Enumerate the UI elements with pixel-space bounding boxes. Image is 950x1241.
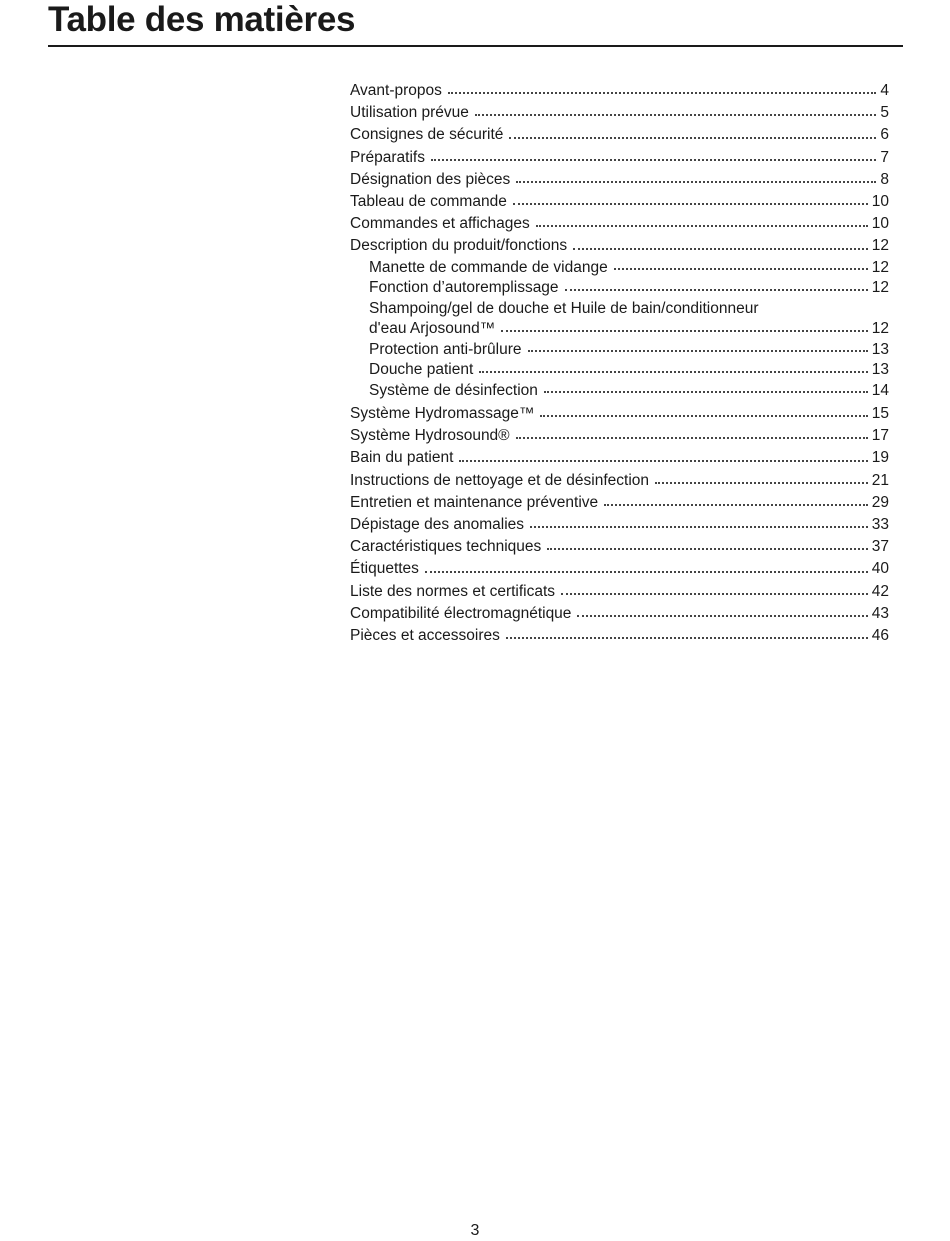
toc-entry-label: Liste des normes et certificats	[350, 582, 556, 600]
dot-leader	[506, 637, 868, 639]
toc-entry-designation-pieces[interactable]	[350, 169, 889, 191]
toc-entry-label: Système Hydromassage™	[350, 405, 535, 422]
dot-leader	[501, 330, 868, 332]
toc-entry-label: Commandes et affichages	[350, 215, 530, 233]
dot-leader	[577, 615, 867, 617]
page-number: 3	[470, 1222, 480, 1239]
toc-entry-label-continued: d'eau Arjosound™	[369, 320, 496, 337]
dot-leader	[459, 460, 867, 462]
toc-entry-page: 40	[871, 560, 889, 578]
dot-leader	[475, 114, 876, 116]
toc-entry-page: 4	[880, 82, 889, 99]
toc-entry-page: 12	[871, 279, 889, 296]
toc-entry-nettoyage-desinfection[interactable]	[350, 470, 889, 492]
toc-entry-compatibilite-electromagnetique[interactable]	[350, 603, 889, 625]
toc-entry-depistage-anomalies[interactable]	[350, 514, 889, 536]
toc-entry-label: Tableau de commande	[350, 192, 507, 210]
title-divider	[48, 45, 903, 47]
toc-entry-page: 43	[871, 604, 889, 622]
toc-entry-page: 17	[871, 427, 889, 445]
toc-entry-page: 15	[871, 405, 889, 422]
dot-leader	[544, 391, 868, 393]
page-title: Table des matières	[48, 0, 356, 39]
dot-leader	[565, 289, 868, 291]
toc-entry-label: Fonction d’autoremplissage	[369, 279, 559, 296]
toc-entry-page: 8	[880, 170, 889, 188]
toc-subentry-anti-brulure[interactable]	[350, 340, 889, 361]
toc-subentry-manette-vidange[interactable]	[350, 258, 889, 279]
toc-entry-label: Bain du patient	[350, 449, 454, 467]
toc-entry-label: Préparatifs	[350, 148, 425, 166]
toc-entry-etiquettes[interactable]	[350, 558, 889, 580]
toc-entry-page: 14	[871, 381, 889, 399]
toc-entry-label: Manette de commande de vidange	[369, 258, 608, 276]
toc-entry-label: Système Hydrosound®	[350, 427, 510, 445]
toc-entry-label: Description du produit/fonctions	[350, 237, 568, 255]
toc-subentry-shampoing-arjosound[interactable]	[350, 299, 889, 340]
toc-entry-page: 6	[880, 126, 889, 144]
toc-entry-page: 12	[871, 258, 889, 276]
table-of-contents	[350, 80, 889, 647]
dot-leader	[425, 571, 868, 573]
dot-leader	[516, 437, 868, 439]
toc-entry-label: Instructions de nettoyage et de désinfection	[350, 471, 650, 489]
dot-leader	[479, 371, 867, 373]
toc-entry-utilisation-prevue[interactable]	[350, 102, 889, 124]
toc-entry-page: 19	[871, 449, 889, 467]
toc-entry-label: Système de désinfection	[369, 381, 538, 399]
dot-leader	[655, 482, 868, 484]
toc-subentry-douche-patient[interactable]	[350, 360, 889, 381]
toc-entry-consignes-securite[interactable]	[350, 124, 889, 146]
toc-entry-avant-propos[interactable]	[350, 80, 889, 102]
toc-entry-page: 33	[871, 515, 889, 533]
toc-entry-page: 42	[871, 582, 889, 600]
toc-entry-tableau-commande[interactable]	[350, 191, 889, 213]
dot-leader	[561, 593, 868, 595]
dot-leader	[509, 137, 876, 139]
toc-entry-label: Compatibilité électromagnétique	[350, 604, 572, 622]
toc-entry-label: Shampoing/gel de douche et Huile de bain/conditionneur	[369, 299, 759, 317]
toc-entry-label: Consignes de sécurité	[350, 126, 504, 144]
toc-entry-hydrosound[interactable]	[350, 425, 889, 447]
toc-entry-description-produit[interactable]	[350, 235, 889, 257]
toc-entry-page: 21	[871, 471, 889, 489]
toc-entry-page: 5	[880, 104, 889, 122]
toc-entry-page: 7	[880, 148, 889, 166]
dot-leader	[530, 526, 868, 528]
toc-entry-entretien-maintenance[interactable]	[350, 492, 889, 514]
toc-entry-label: Caractéristiques techniques	[350, 538, 542, 556]
toc-entry-page: 13	[871, 361, 889, 378]
dot-leader	[431, 159, 876, 161]
toc-entry-pieces-accessoires[interactable]	[350, 625, 889, 647]
dot-leader	[513, 203, 868, 205]
toc-entry-hydromassage[interactable]	[350, 403, 889, 425]
toc-entry-page: 46	[871, 626, 889, 644]
toc-entry-bain-patient[interactable]	[350, 447, 889, 469]
toc-entry-label: Utilisation prévue	[350, 104, 469, 122]
toc-entry-label: Avant-propos	[350, 82, 442, 99]
toc-entry-commandes-affichages[interactable]	[350, 213, 889, 235]
toc-entry-label: Entretien et maintenance préventive	[350, 493, 599, 511]
toc-entry-preparatifs[interactable]	[350, 147, 889, 169]
toc-entry-normes-certificats[interactable]	[350, 581, 889, 603]
toc-entry-page: 13	[871, 340, 889, 358]
dot-leader	[573, 248, 868, 250]
toc-entry-caracteristiques-techniques[interactable]	[350, 536, 889, 558]
toc-subentry-desinfection[interactable]	[350, 381, 889, 402]
dot-leader	[547, 548, 867, 550]
dot-leader	[516, 181, 876, 183]
toc-entry-page: 29	[871, 493, 889, 511]
dot-leader	[536, 225, 868, 227]
dot-leader	[448, 92, 876, 94]
toc-entry-label: Désignation des pièces	[350, 170, 511, 188]
toc-entry-page: 12	[871, 237, 889, 255]
dot-leader	[540, 415, 867, 417]
dot-leader	[528, 350, 868, 352]
toc-entry-page: 10	[871, 215, 889, 233]
toc-entry-label: Étiquettes	[350, 560, 419, 578]
toc-subentry-autoremplissage[interactable]	[350, 278, 889, 299]
toc-entry-label: Dépistage des anomalies	[350, 515, 525, 533]
toc-entry-page: 12	[871, 320, 889, 337]
toc-entry-page: 37	[871, 538, 889, 556]
toc-entry-label: Protection anti-brûlure	[369, 340, 522, 358]
toc-entry-label: Douche patient	[369, 361, 474, 378]
toc-entry-label: Pièces et accessoires	[350, 626, 500, 644]
dot-leader	[604, 504, 868, 506]
toc-entry-page: 10	[871, 192, 889, 210]
dot-leader	[614, 268, 868, 270]
